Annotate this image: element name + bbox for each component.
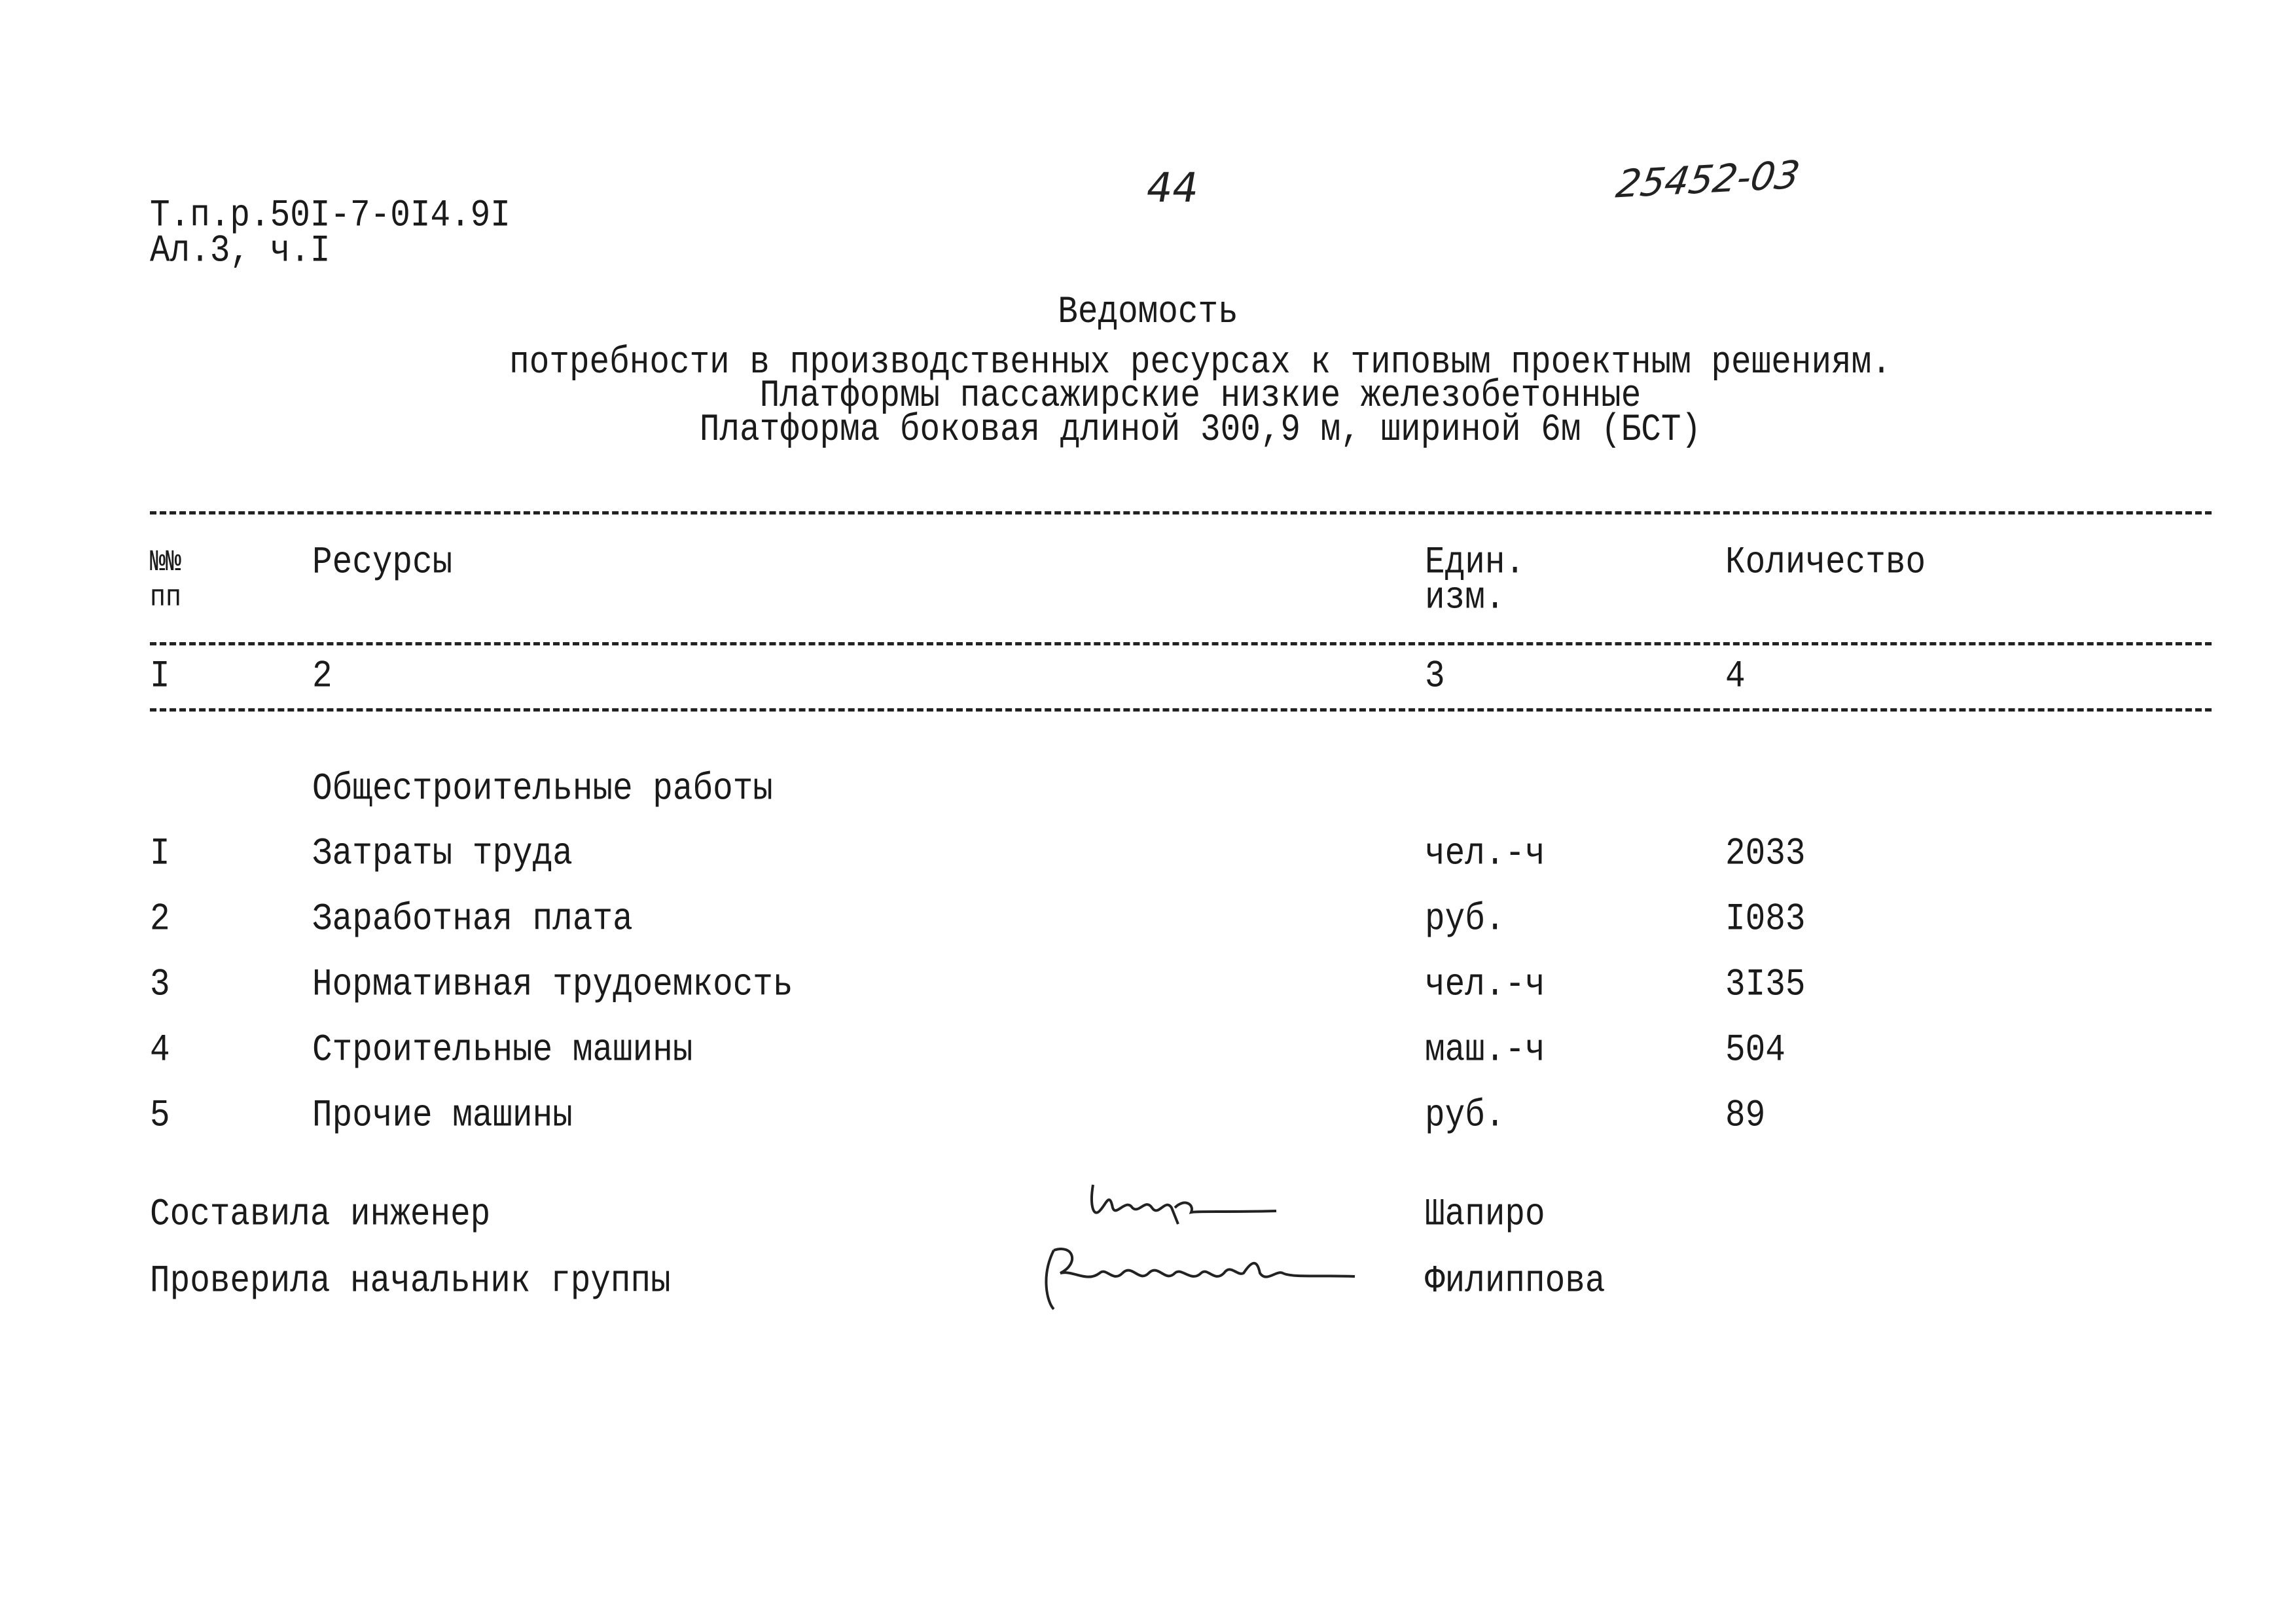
- header-unit: Един.: [1425, 541, 1526, 585]
- section-title: Общестроительные работы: [312, 768, 773, 811]
- column-number: I: [150, 655, 170, 698]
- title-main: Ведомость: [1058, 291, 1238, 334]
- row-quantity: I083: [1725, 898, 1806, 941]
- row-number: 4: [150, 1029, 170, 1072]
- row-unit: маш.-ч: [1425, 1029, 1545, 1072]
- row-unit: руб.: [1425, 1094, 1505, 1138]
- row-number: 3: [150, 964, 170, 1007]
- row-resource: Нормативная трудоемкость: [312, 964, 793, 1007]
- row-resource: Затраты труда: [312, 833, 573, 876]
- row-unit: чел.-ч: [1425, 833, 1545, 876]
- row-quantity: 3I35: [1725, 964, 1806, 1007]
- signature-name: Шапиро: [1425, 1193, 1545, 1236]
- column-numbers-rule: [150, 708, 2212, 712]
- row-quantity: 504: [1725, 1029, 1785, 1072]
- row-number: 5: [150, 1094, 170, 1138]
- signature-name: Филиппова: [1425, 1260, 1605, 1303]
- column-number: 4: [1725, 655, 1746, 698]
- row-resource: Строительные машины: [312, 1029, 693, 1072]
- table-top-rule: [150, 511, 2212, 514]
- header-unit-2: изм.: [1425, 577, 1505, 620]
- doc-code-line2: Ал.3, ч.I: [150, 230, 331, 273]
- row-number: I: [150, 833, 170, 876]
- archive-number: 25452-03: [1613, 152, 1803, 207]
- header-resources: Ресурсы: [312, 541, 453, 585]
- handwritten-signature: [1080, 1172, 1296, 1231]
- column-number: 2: [312, 655, 332, 698]
- header-rule: [150, 642, 2212, 645]
- doc-code-line1: Т.п.р.50I-7-0I4.9I: [150, 194, 511, 238]
- header-num: №№: [150, 546, 182, 580]
- row-resource: Заработная плата: [312, 898, 633, 941]
- row-quantity: 2033: [1725, 833, 1806, 876]
- page-number: 44: [1142, 164, 1203, 211]
- row-number: 2: [150, 898, 170, 941]
- row-resource: Прочие машины: [312, 1094, 573, 1138]
- header-quantity: Количество: [1725, 541, 1926, 585]
- title-sub2: Платформы пассажирские низкие железобетонные: [759, 374, 1641, 418]
- column-number: 3: [1425, 655, 1445, 698]
- title-sub1: потребности в производственных ресурсах к типовым проектным решениям.: [509, 341, 1892, 385]
- row-unit: руб.: [1425, 898, 1505, 941]
- handwritten-signature: [1034, 1237, 1361, 1316]
- title-sub3: Платформа боковая длиной 300,9 м, шириной 6м (БСТ): [699, 408, 1702, 452]
- signature-role: Составила инженер: [150, 1193, 491, 1236]
- row-unit: чел.-ч: [1425, 964, 1545, 1007]
- header-num-2: пп: [150, 581, 182, 615]
- row-quantity: 89: [1725, 1094, 1766, 1138]
- signature-role: Проверила начальник группы: [150, 1260, 671, 1303]
